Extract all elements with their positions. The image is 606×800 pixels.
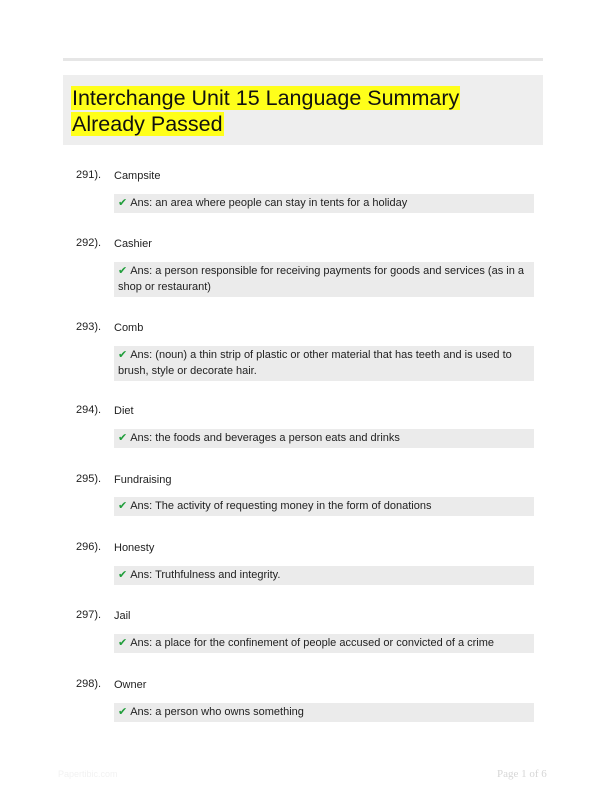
question-number: 296).: [76, 541, 102, 553]
answer-text: Ans: the foods and beverages a person eats and drinks: [130, 432, 400, 444]
check-icon: ✔: [118, 500, 128, 512]
document-title: [71, 85, 536, 137]
check-icon: ✔: [118, 706, 128, 718]
answer-box: [114, 429, 534, 448]
question-number: 292).: [76, 237, 102, 249]
question-number: 297).: [76, 609, 102, 621]
check-icon: ✔: [118, 637, 128, 649]
question-number: 291).: [76, 169, 102, 181]
top-divider: [63, 58, 543, 61]
check-icon: ✔: [118, 569, 128, 581]
question-term: Honesty: [114, 542, 155, 554]
answer-box: [114, 703, 534, 722]
answer-text: Ans: a place for the confinement of people accused or convicted of a crime: [130, 637, 495, 649]
question-number: 295).: [76, 473, 102, 485]
question-term: Jail: [114, 610, 131, 622]
question-term: Owner: [114, 679, 147, 691]
answer-box: [114, 566, 534, 585]
answer-text: Ans: (noun) a thin strip of plastic or other material that has teeth and is used to brush, style or decorate hair.: [118, 349, 512, 377]
document-title-text: Interchange Unit 15 Language Summary Already Passed: [72, 86, 460, 136]
answer-box: [114, 262, 534, 297]
check-icon: ✔: [118, 265, 128, 277]
question-term: Comb: [114, 322, 144, 334]
title-banner: [63, 75, 543, 145]
question-term: Fundraising: [114, 474, 172, 486]
question-term: Cashier: [114, 238, 152, 250]
check-icon: ✔: [118, 197, 128, 209]
answer-text: Ans: Truthfulness and integrity.: [130, 569, 281, 581]
page-indicator: Page 1 of 6: [497, 768, 547, 780]
question-number: 293).: [76, 321, 102, 333]
answer-box: [114, 194, 534, 213]
answer-text: Ans: a person responsible for receiving payments for goods and services (as in a shop or restaurant): [118, 265, 524, 293]
check-icon: ✔: [118, 432, 128, 444]
check-icon: ✔: [118, 349, 128, 361]
footer-watermark: Papertibic.com: [58, 769, 118, 779]
question-number: 294).: [76, 404, 102, 416]
answer-text: Ans: The activity of requesting money in the form of donations: [130, 500, 432, 512]
question-term: Diet: [114, 405, 134, 417]
answer-box: [114, 346, 534, 381]
answer-box: [114, 497, 534, 516]
question-number: 298).: [76, 678, 102, 690]
answer-box: [114, 634, 534, 653]
question-term: Campsite: [114, 170, 161, 182]
answer-text: Ans: a person who owns something: [130, 706, 304, 718]
answer-text: Ans: an area where people can stay in tents for a holiday: [130, 197, 408, 209]
